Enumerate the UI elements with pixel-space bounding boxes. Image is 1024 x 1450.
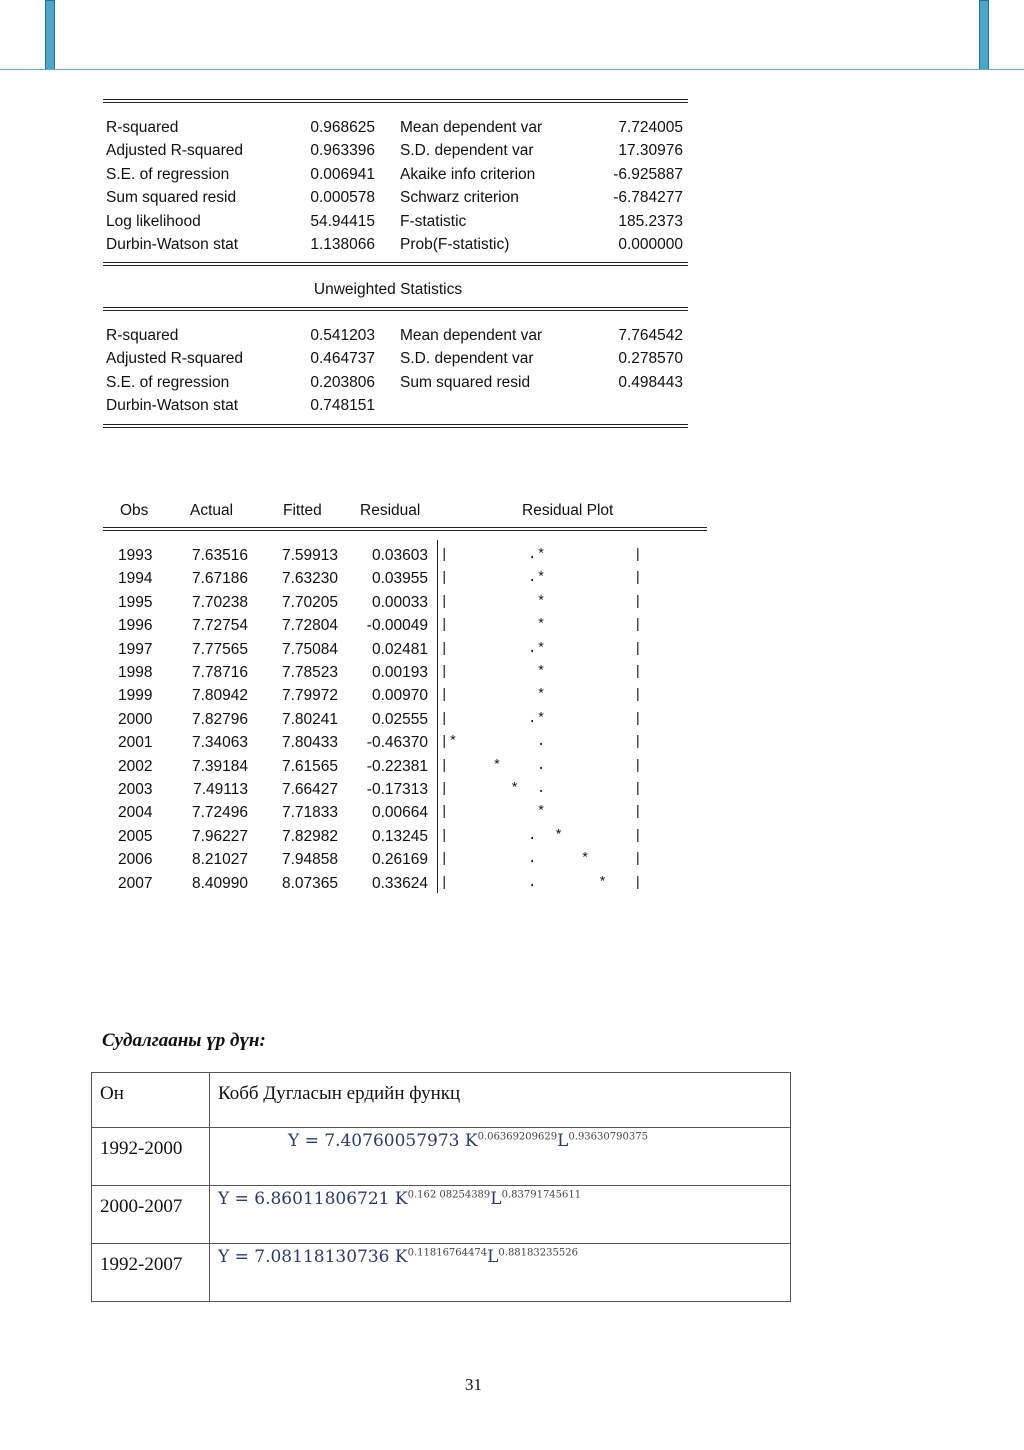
- header-right-bar: [979, 0, 989, 70]
- head-function: Кобб Дугласын ердийн функц: [210, 1073, 791, 1128]
- formula: Y = 6.86011806721 $K^{0.162 08254389}L^{0.83791745611}$: [218, 1189, 582, 1209]
- residual-cell: 0.02481: [371, 640, 428, 658]
- table-row: [100, 801, 720, 824]
- cobb-douglas-table: [91, 1072, 791, 1302]
- table-row: [100, 544, 720, 567]
- residual-cell: 0.00970: [371, 687, 428, 705]
- formula: Y = 7.08118130736 $K^{0.11816764474}L^{0.88183235526}$: [218, 1247, 578, 1267]
- actual-cell: 7.77565: [191, 640, 248, 658]
- fitted-cell: 7.82982: [281, 827, 338, 845]
- stat-row: [103, 394, 688, 417]
- stat-label-2: Schwarz criterion: [400, 189, 519, 207]
- residual-plot-cell: | * |: [440, 687, 643, 704]
- fitted-cell: 7.71833: [281, 804, 338, 822]
- formula-cell: [210, 1186, 791, 1244]
- obs-cell: 2005: [118, 827, 153, 845]
- table-row: [100, 755, 720, 778]
- residual-plot-cell: | .* |: [440, 710, 643, 727]
- residual-plot-cell: | .* |: [440, 547, 643, 563]
- obs-cell: 1999: [118, 687, 153, 705]
- obs-cell: 1997: [118, 640, 153, 658]
- obs-cell: 2003: [118, 781, 153, 798]
- actual-cell: 7.96227: [191, 827, 248, 845]
- stat-label: S.E. of regression: [106, 165, 230, 183]
- stat-value: 0.541203: [310, 327, 375, 344]
- header-left-bar: [45, 0, 55, 70]
- residual-plot-cell: |* . |: [440, 734, 643, 751]
- residual-cell: -0.00049: [366, 617, 428, 635]
- stat-label-2: Akaike info criterion: [400, 165, 536, 183]
- residual-cell: 0.00033: [371, 593, 428, 611]
- residual-plot-cell: | . * |: [440, 827, 643, 844]
- stat-label-2: Mean dependent var: [400, 119, 543, 136]
- residual-plot-cell: | .* |: [440, 640, 643, 657]
- stat-value-2: -6.925887: [613, 165, 683, 183]
- fitted-cell: 7.63230: [281, 570, 338, 588]
- actual-cell: 7.34063: [191, 734, 248, 752]
- page-number: 31: [465, 1375, 482, 1394]
- actual-cell: 7.70238: [191, 593, 248, 611]
- actual-cell: 7.78716: [191, 664, 248, 681]
- residual-cell: 0.00193: [371, 664, 428, 681]
- table-rule: [103, 307, 688, 311]
- stat-label: R-squared: [106, 327, 179, 344]
- fitted-cell: 8.07365: [281, 874, 338, 892]
- table-row: [100, 567, 720, 590]
- residual-plot-cell: | * |: [440, 804, 643, 821]
- obs-cell: 2000: [118, 710, 153, 728]
- col-obs: Obs: [120, 502, 149, 519]
- residual-cell: 0.03603: [371, 547, 428, 564]
- stat-value-2: 7.764542: [618, 327, 683, 344]
- year-cell: 2000-2007: [92, 1186, 210, 1244]
- col-actual: Actual: [190, 502, 234, 519]
- col-residual: Residual: [360, 502, 421, 519]
- stat-value: 0.000578: [310, 189, 375, 207]
- head-year: Он: [92, 1073, 210, 1128]
- table-row: [100, 731, 720, 754]
- actual-cell: 7.63516: [191, 547, 248, 564]
- table-row: [100, 825, 720, 848]
- stat-row: [103, 163, 688, 186]
- table-row: [100, 638, 720, 661]
- stat-row: [103, 139, 688, 162]
- stat-value: 0.963396: [310, 142, 375, 160]
- year-cell: 1992-2007: [92, 1244, 210, 1302]
- stat-value: 54.94415: [310, 212, 375, 230]
- obs-cell: 1998: [118, 664, 153, 681]
- table-row: [100, 591, 720, 614]
- stat-row: [103, 371, 688, 394]
- stat-label: Adjusted R-squared: [106, 142, 243, 160]
- header-rule: [0, 69, 1024, 70]
- stat-value-2: -6.784277: [613, 189, 683, 207]
- residual-header: [100, 499, 720, 522]
- actual-cell: 7.39184: [191, 757, 248, 775]
- stat-label-2: Mean dependent var: [400, 327, 543, 344]
- obs-cell: 1994: [118, 570, 153, 588]
- stat-value: 0.464737: [310, 350, 375, 368]
- table-row: [100, 614, 720, 637]
- stat-value-2: 0.498443: [618, 373, 683, 391]
- stat-value-2: 185.2373: [618, 212, 683, 230]
- actual-cell: 7.67186: [191, 570, 248, 588]
- table-row: [100, 708, 720, 731]
- stat-row: [103, 324, 688, 347]
- residual-plot-cell: | * . |: [440, 757, 643, 774]
- table-row: [100, 872, 720, 895]
- stat-value: 0.968625: [310, 119, 375, 136]
- residual-plot-cell: | .* |: [440, 570, 643, 587]
- residual-cell: -0.17313: [366, 781, 428, 798]
- fitted-cell: 7.80241: [281, 710, 338, 728]
- result-title: Судалгааны үр дүн:: [102, 1030, 266, 1051]
- stat-label: Sum squared resid: [106, 189, 237, 207]
- stat-value: 0.006941: [310, 165, 375, 183]
- stat-label: S.E. of regression: [106, 373, 230, 391]
- actual-cell: 8.40990: [191, 874, 248, 892]
- obs-cell: 2006: [118, 851, 153, 869]
- fitted-cell: 7.70205: [281, 593, 338, 611]
- stat-label-2: S.D. dependent var: [400, 142, 534, 160]
- fitted-cell: 7.72804: [281, 617, 338, 635]
- stat-label: Durbin-Watson stat: [106, 236, 239, 253]
- formula-cell: [210, 1244, 791, 1302]
- formula: Y = 7.40760057973 $K^{0.06369209629}L^{0.93630790375}$: [288, 1131, 648, 1151]
- table-rule: [103, 527, 707, 531]
- stat-value-2: 0.000000: [618, 236, 683, 253]
- actual-cell: 8.21027: [191, 851, 248, 869]
- residual-cell: -0.22381: [366, 757, 428, 775]
- obs-cell: 2001: [118, 734, 153, 752]
- formula-cell: [210, 1128, 791, 1186]
- table-rule: [103, 99, 688, 103]
- residual-cell: 0.02555: [371, 710, 428, 728]
- table-row: [100, 778, 720, 801]
- stat-value: 0.203806: [310, 373, 375, 391]
- residual-cell: 0.33624: [371, 874, 428, 892]
- residual-plot-cell: | . * |: [440, 874, 643, 891]
- residual-plot-cell: | * |: [440, 664, 643, 680]
- unweighted-statistics-title: Unweighted Statistics: [313, 281, 463, 298]
- actual-cell: 7.82796: [191, 710, 248, 728]
- actual-cell: 7.72496: [191, 804, 248, 822]
- actual-cell: 7.72754: [191, 617, 248, 635]
- fitted-cell: 7.79972: [281, 687, 338, 705]
- actual-cell: 7.80942: [191, 687, 248, 705]
- fitted-cell: 7.66427: [281, 781, 338, 798]
- col-fitted: Fitted: [283, 502, 322, 519]
- stat-value-2: 0.278570: [618, 350, 683, 368]
- stat-label-2: F-statistic: [400, 212, 467, 230]
- stat-label: Durbin-Watson stat: [106, 397, 239, 415]
- actual-cell: 7.49113: [193, 781, 248, 798]
- residual-plot-cell: | * |: [440, 593, 643, 610]
- obs-cell: 2002: [118, 757, 153, 775]
- stat-row: [103, 233, 688, 256]
- fitted-cell: 7.59913: [281, 547, 338, 564]
- fitted-cell: 7.75084: [281, 640, 338, 658]
- stat-label-2: Sum squared resid: [400, 373, 531, 391]
- residual-cell: 0.26169: [371, 851, 428, 869]
- stat-row: [103, 210, 688, 233]
- fitted-cell: 7.94858: [281, 851, 338, 869]
- obs-cell: 1996: [118, 617, 153, 635]
- table-rule: [103, 262, 688, 266]
- table-rule: [103, 424, 688, 428]
- stat-row: [103, 186, 688, 209]
- residual-cell: 0.13245: [371, 827, 428, 845]
- stat-value-2: 17.30976: [618, 142, 683, 160]
- residual-plot-cell: | * . |: [440, 781, 643, 797]
- stat-label: Log likelihood: [106, 212, 201, 230]
- residual-cell: -0.46370: [366, 734, 428, 752]
- stat-row: [103, 116, 688, 139]
- stat-value: 0.748151: [310, 397, 375, 415]
- table-row: [100, 684, 720, 707]
- residual-plot-cell: | . * |: [440, 851, 643, 868]
- stat-row: [103, 347, 688, 370]
- obs-cell: 2007: [118, 874, 153, 892]
- table-row: [100, 661, 720, 684]
- fitted-cell: 7.61565: [281, 757, 338, 775]
- residual-cell: 0.00664: [371, 804, 428, 822]
- obs-cell: 1993: [118, 547, 153, 564]
- stat-value-2: 7.724005: [618, 119, 683, 136]
- obs-cell: 1995: [118, 593, 153, 611]
- stat-value: 1.138066: [310, 236, 375, 253]
- stat-label: Adjusted R-squared: [106, 350, 243, 368]
- col-residual-plot: Residual Plot: [522, 502, 614, 519]
- year-cell: 1992-2000: [92, 1128, 210, 1186]
- obs-cell: 2004: [118, 804, 153, 822]
- residual-plot-cell: | * |: [440, 617, 643, 634]
- stat-label-2: Prob(F-statistic): [400, 236, 510, 253]
- stat-label-2: S.D. dependent var: [400, 350, 534, 368]
- stat-label: R-squared: [106, 119, 179, 136]
- fitted-cell: 7.78523: [281, 664, 338, 681]
- residual-cell: 0.03955: [371, 570, 428, 588]
- fitted-cell: 7.80433: [281, 734, 338, 752]
- table-row: [100, 848, 720, 871]
